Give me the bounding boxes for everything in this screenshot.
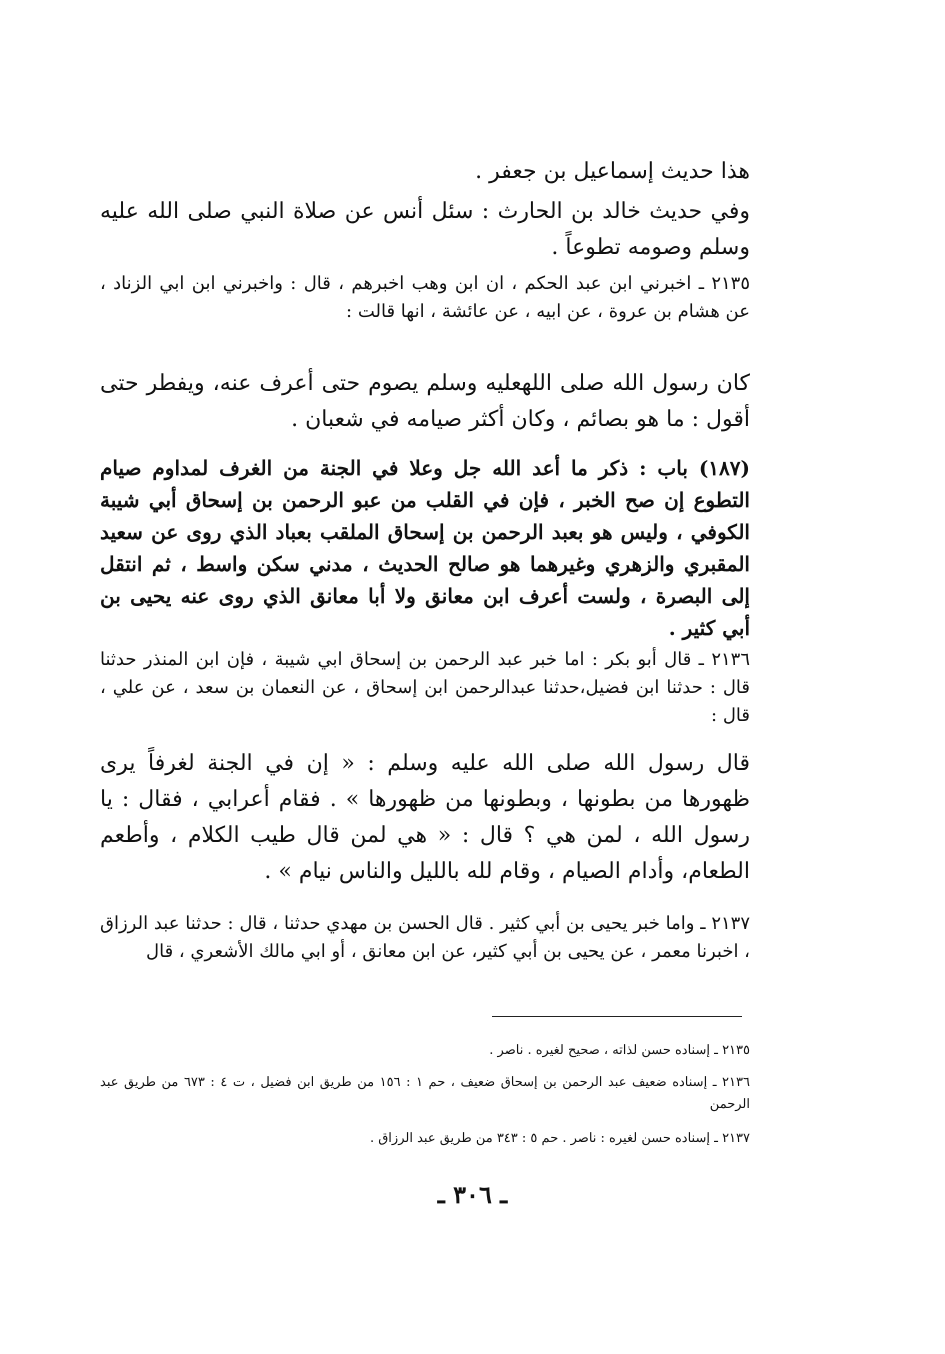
intro-line: هذا حديث إسماعيل بن جعفر . [475, 159, 750, 184]
footnote-2135: ٢١٣٥ ـ إسناده حسن لذاته ، صحيح لغيره . ناصر . [489, 1043, 750, 1058]
footnote-2136: ٢١٣٦ ـ إسناده ضعيف عبد الرحمن بن إسحاق ضعيف ، حم ١ : ١٥٦ من طريق ابن فضيل ، ت ٤ : ٦٧٣ من طريق عبد الرحمن [100, 1075, 750, 1112]
hadith-2137-isnad: ٢١٣٧ ـ واما خبر يحيى بن أبي كثير . قال الحسن بن مهدي حدثنا ، قال : حدثنا عبد الرزاق ، اخبرنا معمر ، عن يحيى بن أبي كثير، عن ابن معانق ، أو ابي مالك الأشعري ، قال [100, 913, 750, 962]
footnote-2137: ٢١٣٧ ـ إسناده حسن لغيره : ناصر . حم ٥ : ٣٤٣ من طريق عبد الرزاق . [369, 1131, 750, 1146]
footnote-separator [492, 1016, 742, 1017]
hadith-2135-matn: كان رسول الله صلى اللهعليه وسلم يصوم حتى أعرف عنه، ويفطر حتى أقول : ما هو بصائم ، وكان أكثر صيامه في شعبان . [100, 371, 750, 432]
khalid-paragraph: وفي حديث خالد بن الحارث : سئل أنس عن صلاة النبي صلى الله عليه وسلم وصومه تطوعاً . [100, 199, 750, 260]
chapter-187-heading: (١٨٧) باب : ذكر ما أعد الله جل وعلا في الجنة من الغرف لمداوم صيام التطوع إن صح الخبر ، فإن في القلب من عبو الرحمن بن إسحاق أبي شيبة الكوفي ، وليس هو بعبد الرحمن بن إسحاق الملقب بعباد الذي روى عن سعيد المقبري والزهري وغيرهما هو صالح الحديث ، مدني سكن واسط ، ثم انتقل إلى البصرة ، ولست أعرف ابن معانق ولا أبا معانق الذي روى عنه يحيى بن أبي كثير . [100, 456, 750, 640]
hadith-2135-isnad: ٢١٣٥ ـ اخبرني ابن عبد الحكم ، ان ابن وهب اخبرهم ، قال : واخبرني ابن ابي الزناد ، عن هشام بن عروة ، عن ابيه ، عن عائشة ، انها قالت : [100, 273, 750, 322]
page-number: ـ ٣٠٦ ـ [437, 1180, 508, 1209]
hadith-2136-isnad: ٢١٣٦ ـ قال أبو بكر : اما خبر عبد الرحمن بن إسحاق ابي شيبة ، فإن ابن المنذر حدثنا قال : حدثنا ابن فضيل،حدثنا عبدالرحمن ابن إسحاق ، عن النعمان بن سعد ، عن علي ، قال : [100, 649, 750, 726]
hadith-2136-matn: قال رسول الله صلى الله عليه وسلم : « إن في الجنة لغرفاً يرى ظهورها من بطونها ، وبطونها من ظهورها » . فقام أعرابي ، فقال : يا رسول الله ، لمن هي ؟ قال : « هي لمن قال طيب الكلام ، وأطعم الطعام، وأدام الصيام ، وقام لله بالليل والناس نيام » . [100, 751, 750, 884]
